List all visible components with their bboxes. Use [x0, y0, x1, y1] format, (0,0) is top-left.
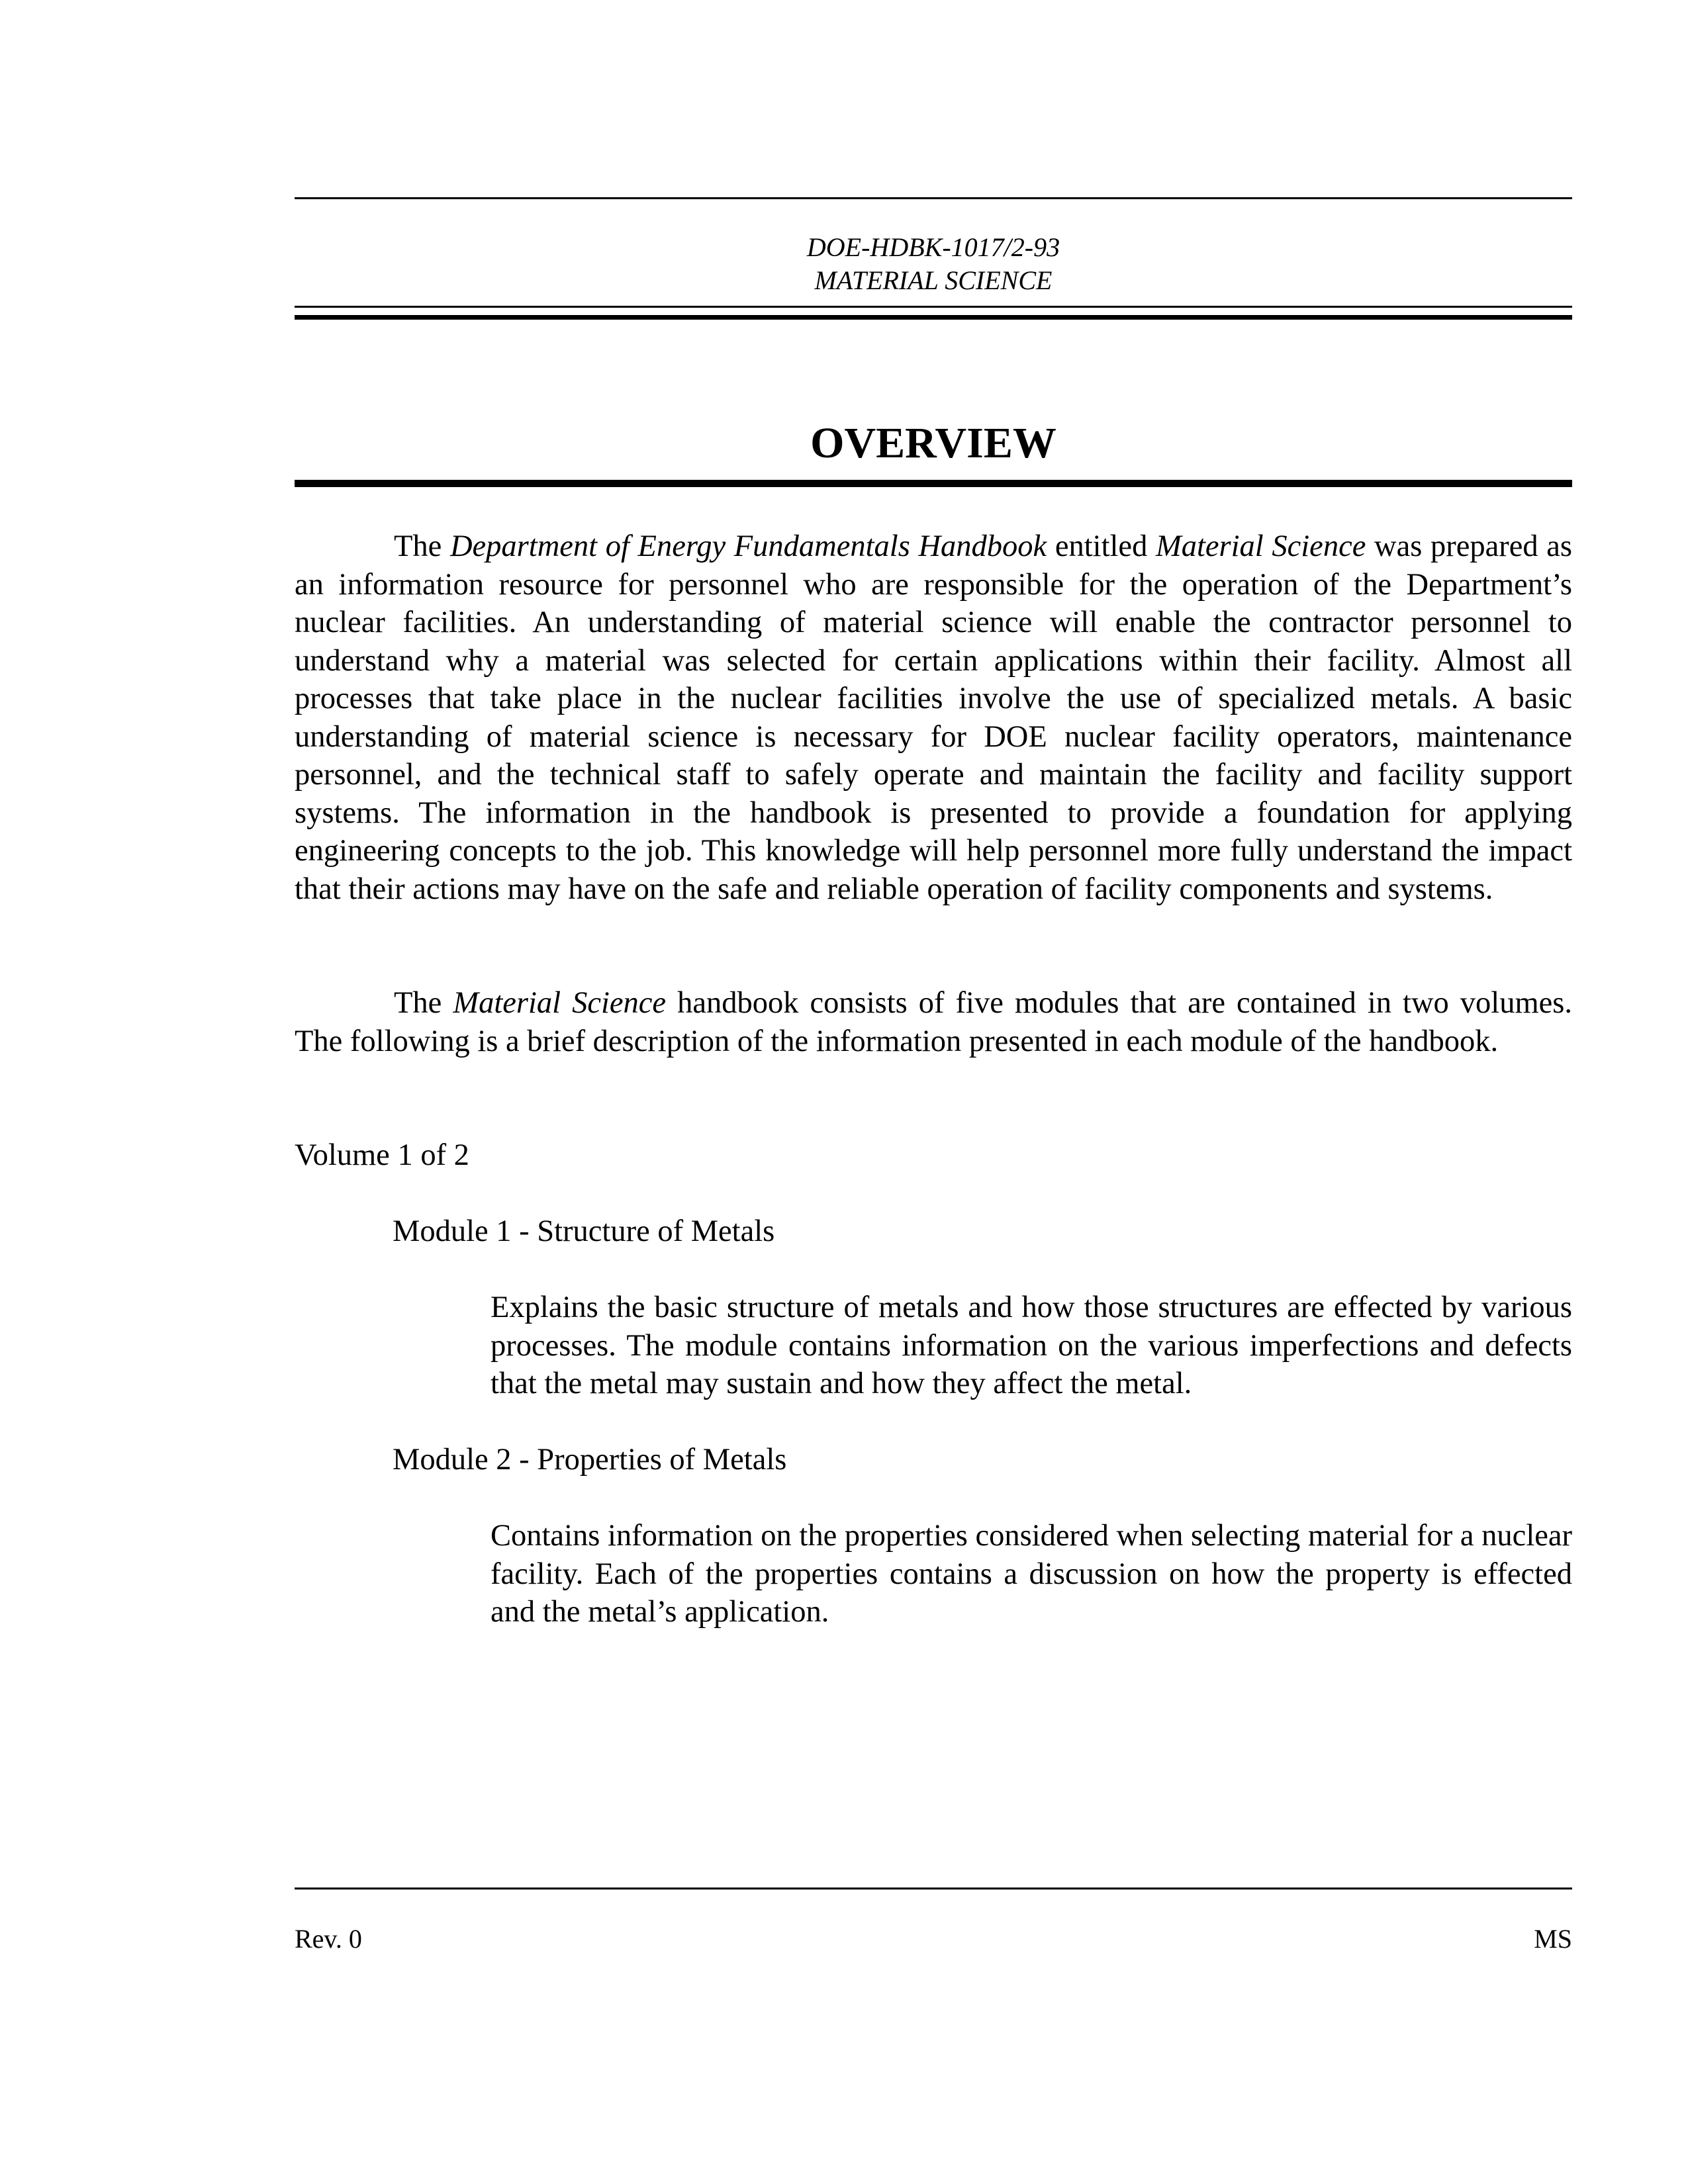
- header-thin-rule: [295, 306, 1572, 308]
- handbook-title: Department of Energy Fundamentals Handbook: [449, 529, 1047, 563]
- header-top-rule: [295, 197, 1572, 199]
- intro-paragraph-2: The Material Science handbook consists of five modules that are contained in two volumes. The following is a brief description of the information presented in each module of the handbook.: [295, 986, 1572, 1058]
- title-underline-rule: [295, 480, 1572, 487]
- doc-number: DOE-HDBK-1017/2-93: [806, 232, 1060, 262]
- volume-heading: Volume 1 of 2: [295, 1138, 469, 1172]
- footer-doc-code: MS: [1534, 1924, 1572, 1954]
- subject-title: Material Science: [1155, 529, 1366, 563]
- module-2-description: Contains information on the properties considered when selecting material for a nuclear facility. Each of the properties contains a discussion on how the property is effected and the metal’s application.: [491, 1519, 1572, 1629]
- module-1-description: Explains the basic structure of metals and how those structures are effected by various processes. The module contains information on the various imperfections and defects that the metal may sustain and how they affect the metal.: [491, 1291, 1572, 1400]
- subject-title-2: Material Science: [453, 986, 667, 1020]
- intro-paragraph-1: The Department of Energy Fundamentals Handbook entitled Material Science was prepared as an information resource for personnel who are responsible for the operation of the Department’s nuclear facilities. An understanding of material science will enable the contractor personnel to understand why a material was selected for certain applications within their facility. Almost all processes that take place in the nuclear facilities involve the use of specialized metals. A basic understanding of material science is necessary for DOE nuclear facility operators, maintenance personnel, and the technical staff to safely operate and maintain the facility and facility support systems. The information in the handbook is presented to provide a foundation for applying engineering concepts to the job. This knowledge will help personnel more fully understand the impact that their actions may have on the safe and reliable operation of facility components and systems.: [295, 529, 1572, 906]
- page-title: OVERVIEW: [810, 419, 1056, 467]
- footer-rule: [295, 1888, 1572, 1889]
- header-thick-rule: [295, 315, 1572, 320]
- doc-subject: MATERIAL SCIENCE: [814, 265, 1053, 295]
- module-1-heading: Module 1 - Structure of Metals: [393, 1214, 775, 1248]
- module-2-heading: Module 2 - Properties of Metals: [393, 1443, 787, 1477]
- footer-revision: Rev. 0: [295, 1924, 362, 1954]
